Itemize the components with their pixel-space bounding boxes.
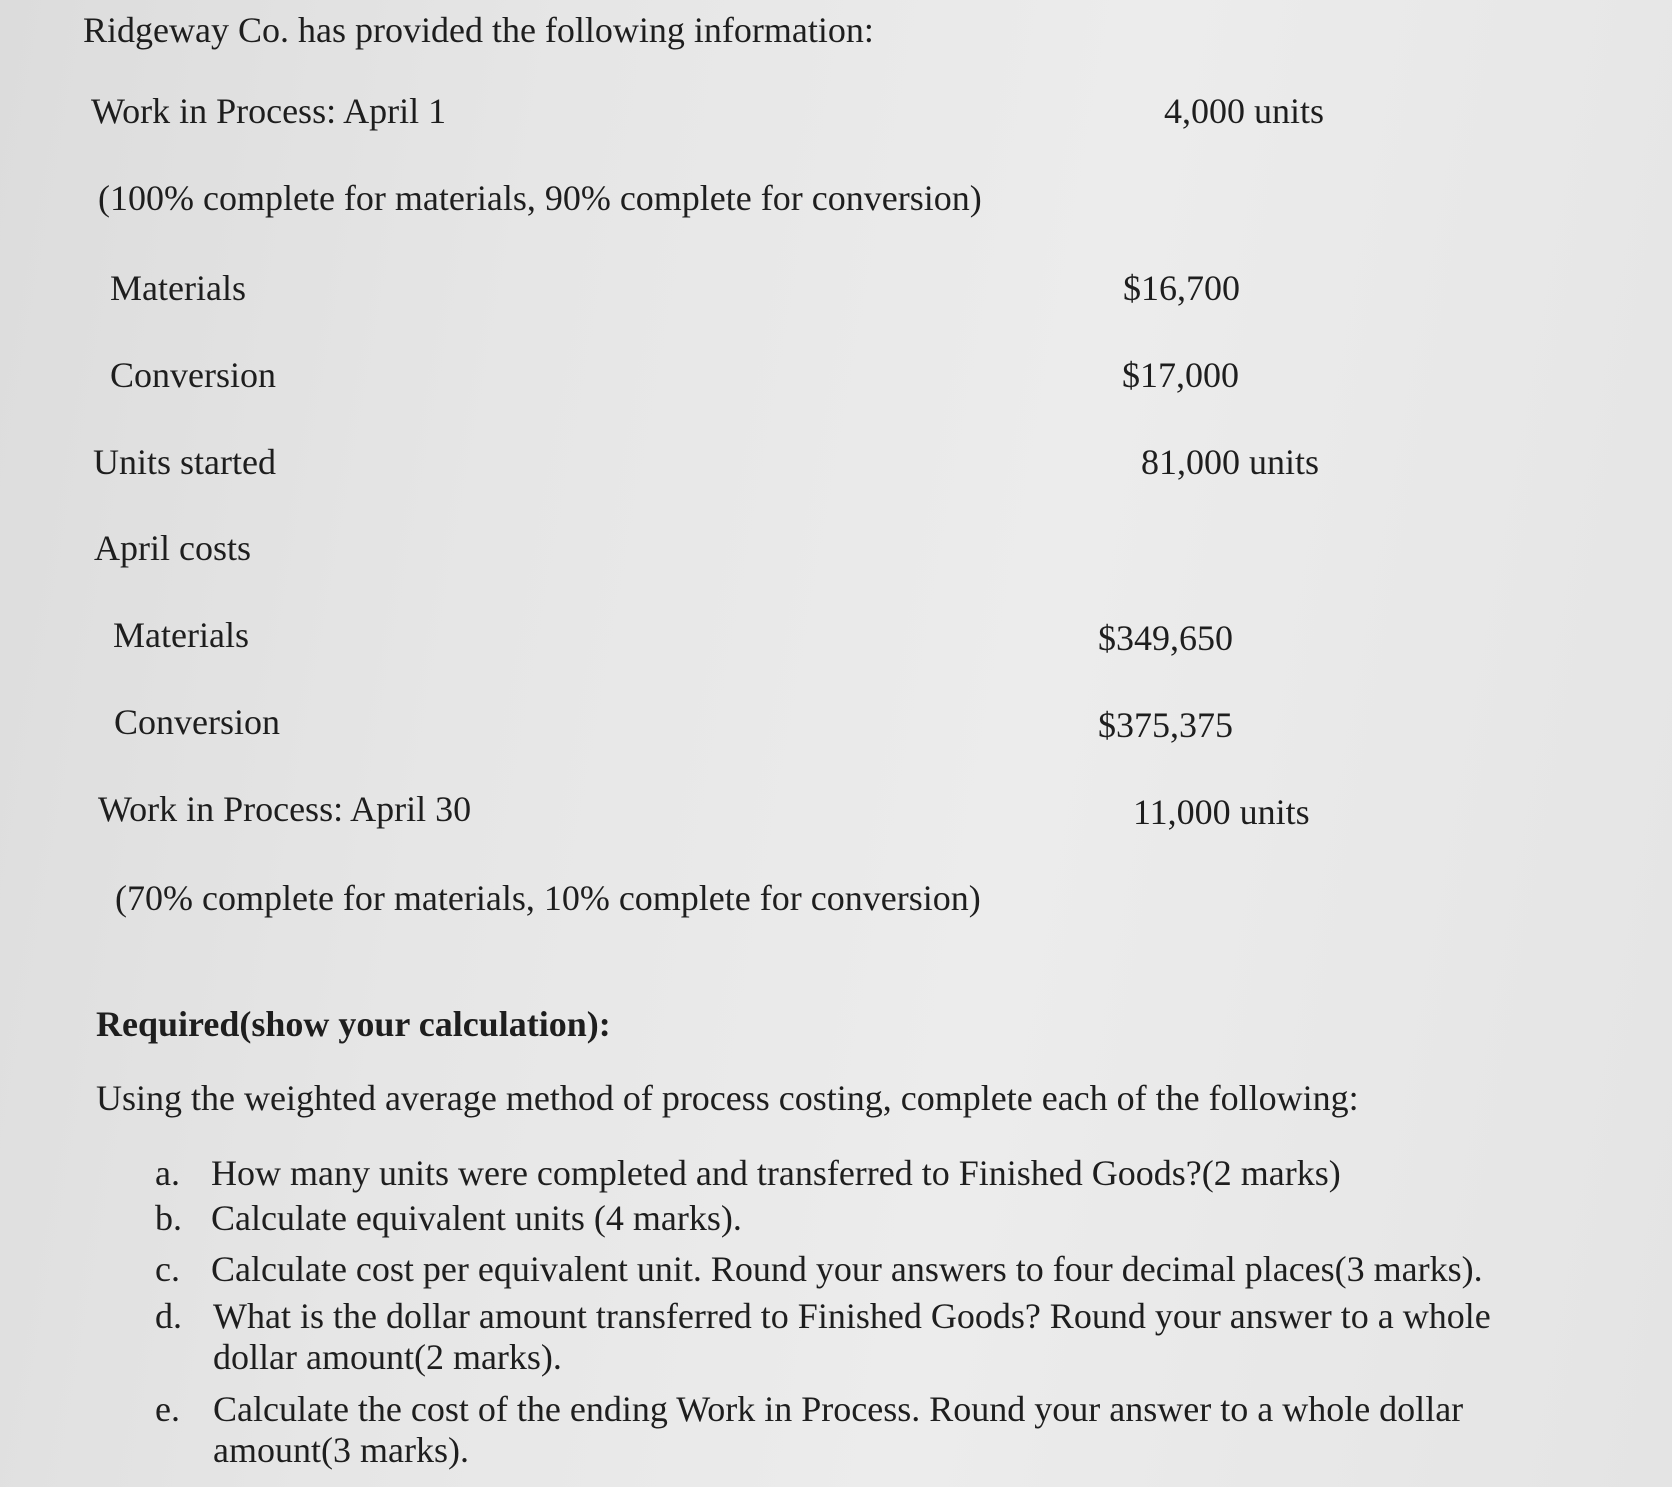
item-text: Calculate cost per equivalent unit. Round your answers to four decimal places(3 marks). — [211, 1249, 1483, 1289]
item-text-continued: dollar amount(2 marks). — [213, 1337, 562, 1377]
april-materials-value: $349,650 — [1098, 618, 1233, 658]
units-started-value: 81,000 units — [1141, 442, 1320, 482]
beg-conversion-label: Conversion — [110, 355, 276, 395]
item-text: What is the dollar amount transferred to Finished Goods? Round your answer to a whole — [213, 1296, 1491, 1336]
wip-april1-value: 4,000 units — [1164, 91, 1325, 131]
item-letter: b. — [155, 1198, 182, 1238]
item-text: Calculate equivalent units (4 marks). — [211, 1198, 742, 1238]
units-started-label: Units started — [93, 442, 276, 482]
beg-materials-value: $16,700 — [1123, 268, 1240, 308]
item-letter: a. — [155, 1153, 180, 1193]
april-materials-label: Materials — [113, 615, 249, 655]
item-letter: d. — [155, 1296, 182, 1336]
page-title: Ridgeway Co. has provided the following information: — [83, 10, 874, 50]
required-heading: Required(show your calculation): — [96, 1004, 611, 1044]
wip-april30-value: 11,000 units — [1133, 792, 1310, 832]
april-conversion-value: $375,375 — [1098, 705, 1233, 745]
item-text-continued: amount(3 marks). — [213, 1430, 469, 1470]
item-letter: c. — [155, 1249, 180, 1289]
beg-conversion-value: $17,000 — [1122, 355, 1239, 395]
item-letter: e. — [155, 1389, 180, 1429]
required-intro: Using the weighted average method of process costing, complete each of the following: — [96, 1078, 1359, 1118]
item-text: How many units were completed and transferred to Finished Goods?(2 marks) — [211, 1153, 1341, 1193]
item-text: Calculate the cost of the ending Work in Process. Round your answer to a whole dollar — [213, 1389, 1464, 1429]
wip-april30-completion: (70% complete for materials, 10% complete for conversion) — [115, 878, 981, 918]
april-costs-label: April costs — [94, 528, 251, 568]
april-conversion-label: Conversion — [114, 702, 280, 742]
beg-materials-label: Materials — [110, 268, 246, 308]
wip-april30-label: Work in Process: April 30 — [98, 789, 472, 829]
wip-april1-completion: (100% complete for materials, 90% complete for conversion) — [98, 178, 982, 218]
wip-april1-label: Work in Process: April 1 — [91, 91, 447, 131]
